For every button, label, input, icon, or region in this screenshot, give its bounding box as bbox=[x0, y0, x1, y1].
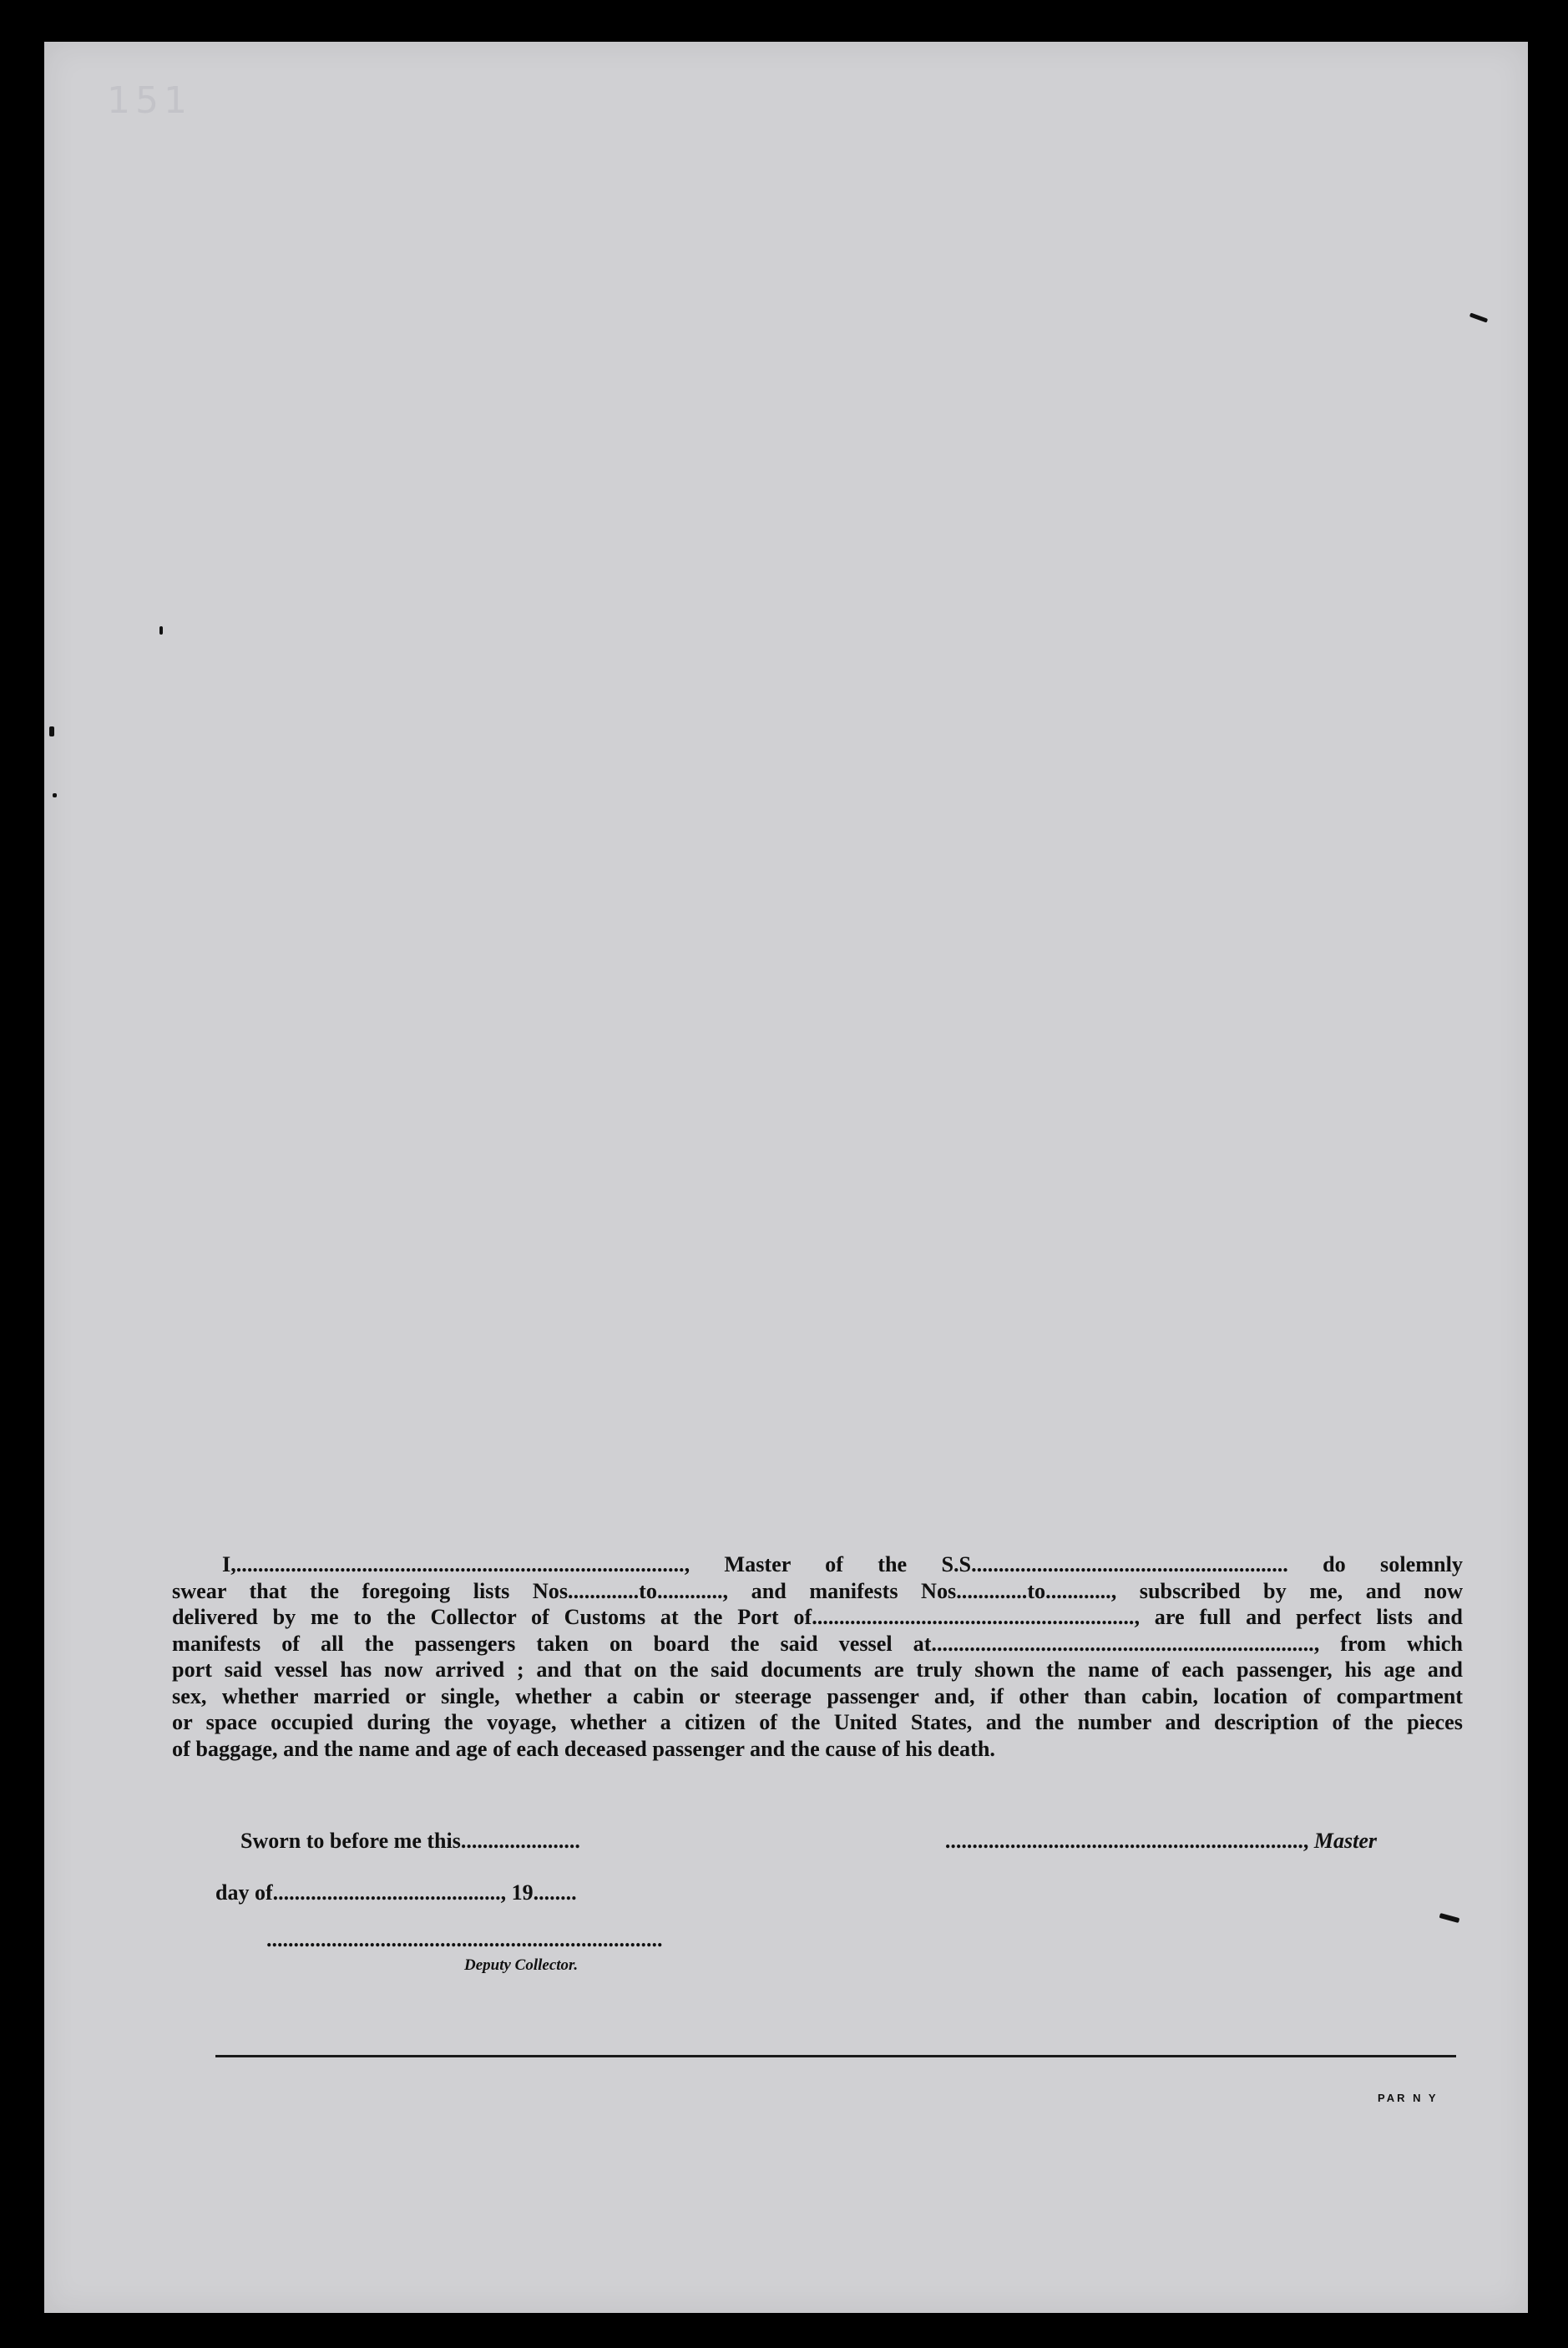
oath-line: sex, whether married or single, whether a cabin or steerage passenger and, if other than cabin, location of compartment bbox=[172, 1683, 1463, 1708]
oath-line: I,.................................................................................., Master of the S.S.......................................................... do solemnly bbox=[222, 1552, 1463, 1576]
oath-paragraph bbox=[172, 1551, 1463, 1762]
sworn-line: Sworn to before me this...................... bbox=[240, 1829, 580, 1853]
scan-speck bbox=[159, 626, 163, 635]
page-number: 151 bbox=[107, 79, 192, 122]
master-signature-line bbox=[945, 1829, 1377, 1854]
scan-speck bbox=[53, 793, 57, 797]
form-sheet bbox=[44, 42, 1528, 2313]
scan-speck bbox=[49, 726, 54, 736]
deputy-signature-dots: ......................................................................... bbox=[266, 1927, 663, 1951]
date-line: day of.........................................., 19........ bbox=[215, 1880, 577, 1905]
oath-line: port said vessel has now arrived ; and that on the said documents are truly shown the name of each passenger, his age and bbox=[172, 1657, 1463, 1682]
master-signature-dots: .................................................................., bbox=[944, 1829, 1309, 1853]
oath-line: or space occupied during the voyage, whether a citizen of the United States, and the number and description of the pieces bbox=[172, 1710, 1463, 1734]
scan-speck bbox=[1439, 1913, 1460, 1923]
printer-mark: PAR N Y bbox=[1378, 2092, 1439, 2104]
oath-line: delivered by me to the Collector of Customs at the Port of..........................................................., are full and perfect lists and bbox=[172, 1605, 1463, 1629]
bottom-rule bbox=[215, 2055, 1456, 2057]
master-label: Master bbox=[1313, 1829, 1377, 1853]
oath-line: manifests of all the passengers taken on board the said vessel at......................................................................, from which bbox=[172, 1631, 1463, 1656]
oath-line: of baggage, and the name and age of each deceased passenger and the cause of his death. bbox=[172, 1736, 995, 1761]
scan-speck bbox=[1469, 312, 1488, 322]
deputy-collector-label: Deputy Collector. bbox=[464, 1956, 579, 1974]
oath-line: swear that the foregoing lists Nos.............to............, and manifests Nos.............to............, subscribed by me, and now bbox=[172, 1578, 1463, 1603]
